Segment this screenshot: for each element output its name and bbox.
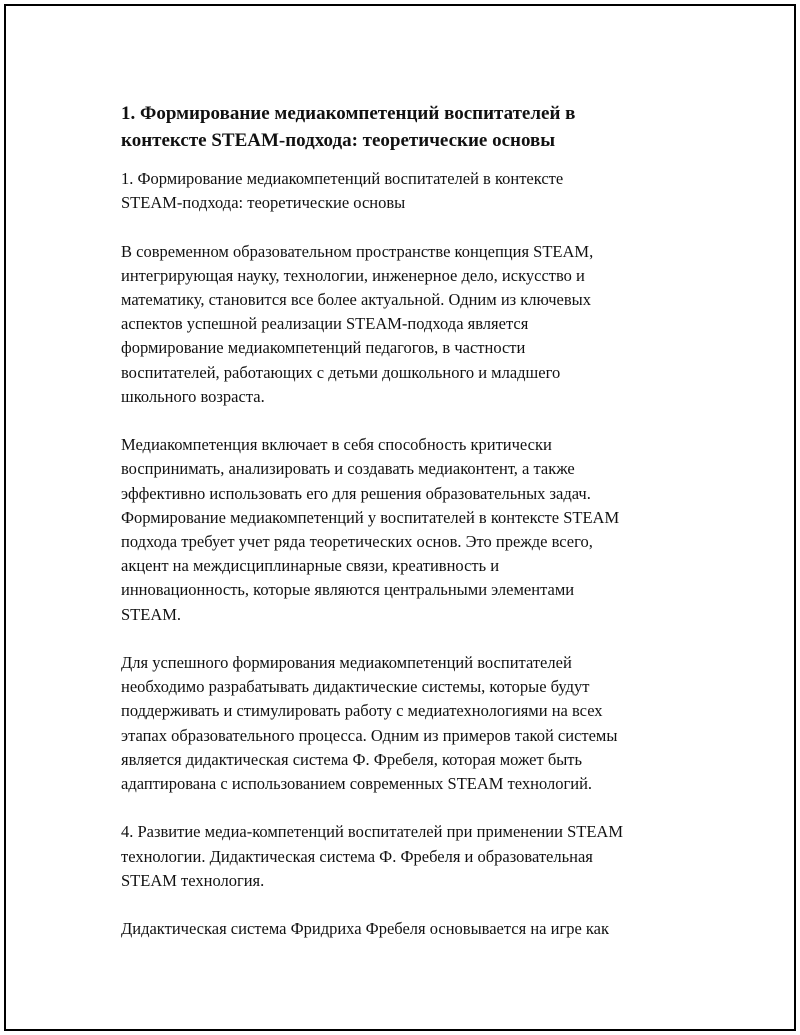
paragraph-subheading: 1. Формирование медиакомпетенций воспитателей в контексте STEAM-подхода: теоретические основы: [121, 169, 564, 213]
paragraph-section-4-heading: 4. Развитие медиа-компетенций воспитателей при применении STEAM технологии. Дидактическая система Ф. Фребеля и образовательная STEAM технология.: [121, 822, 623, 890]
paragraph-didactic-systems: Для успешного формирования медиакомпетенций воспитателей необходимо разрабатывать дидактические системы, которые будут поддерживать и стимулировать работу с медиатехнологиями на всех этапах образовательного процесса. Одним из примеров такой системы является дидактическая система Ф. Фребеля, которая может быть адаптирована с использованием современных STEAM технологий.: [121, 653, 618, 794]
document-title: 1. Формирование медиакомпетенций воспитателей в контексте STEAM-подхода: теоретические основы: [121, 103, 576, 151]
paragraph-froebel-system: Дидактическая система Фридриха Фребеля основывается на игре как: [121, 919, 610, 939]
page-frame: [4, 4, 796, 1031]
paragraph-media-competence: Медиакомпетенция включает в себя способность критически воспринимать, анализировать и создавать медиаконтент, а также эффективно использовать его для решения образовательных задач. Формирование медиакомпетенций у воспитателей в контексте STEAM подхода требует учет ряда теоретических основ. Это прежде всего, акцент на междисциплинарные связи, креативность и инновационность, которые являются центральными элементами STEAM.: [121, 435, 620, 624]
document-body: [121, 100, 693, 966]
paragraph-steam-concept: В современном образовательном пространстве концепция STEAM, интегрирующая науку, технологии, инженерное дело, искусство и математику, становится все более актуальной. Одним из ключевых аспектов успешной реализации STEAM-подхода является формирование медиакомпетенций педагогов, в частности воспитателей, работающих с детьми дошкольного и младшего школьного возраста.: [121, 241, 594, 406]
